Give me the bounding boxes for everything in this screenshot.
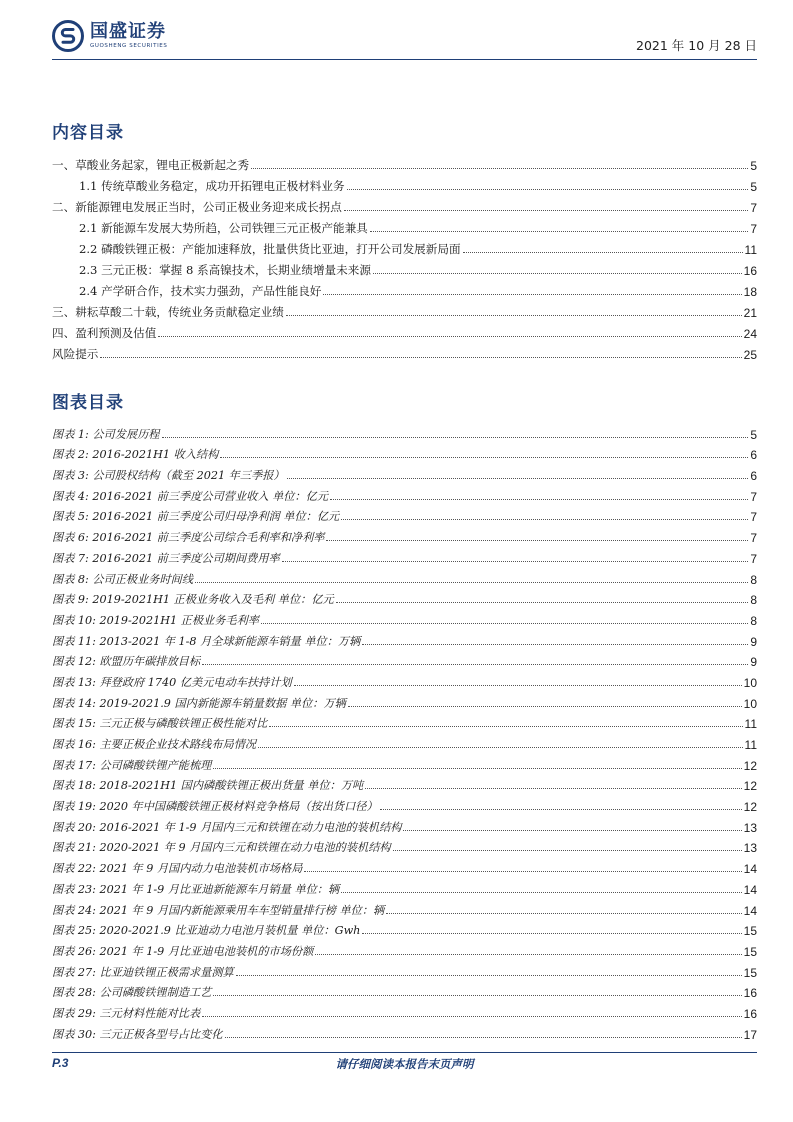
entry-label: 四、盈利预测及估值 <box>52 326 157 340</box>
dot-leader <box>344 210 748 211</box>
entry-label: 图表 3: 公司股权结构（截至 2021 年三季报） <box>52 469 285 483</box>
figure-entry[interactable] <box>52 462 757 483</box>
entry-page-number: 15 <box>743 924 757 939</box>
entry-page-number: 11 <box>744 243 757 257</box>
figure-entry[interactable] <box>52 835 757 856</box>
dot-leader <box>100 357 741 358</box>
entry-label: 2.3 三元正极：掌握 8 系高镍技术，长期业绩增量未来源 <box>79 263 371 277</box>
contents-entry[interactable] <box>52 215 757 236</box>
dot-leader <box>304 871 741 872</box>
dot-leader <box>348 706 742 707</box>
contents-entry[interactable] <box>52 299 757 320</box>
dot-leader <box>341 519 748 520</box>
contents-entry[interactable] <box>52 152 757 173</box>
figure-entry[interactable] <box>52 649 757 670</box>
contents-entry[interactable] <box>52 341 757 362</box>
entry-page-number: 9 <box>750 655 757 670</box>
entry-page-number: 10 <box>743 696 757 711</box>
figure-entry[interactable] <box>52 980 757 1001</box>
dot-leader <box>341 892 741 893</box>
entry-label: 图表 6: 2016-2021 前三季度公司综合毛利率和净利率 <box>52 531 325 545</box>
dot-leader <box>236 975 742 976</box>
entry-label: 图表 11: 2013-2021 年 1-8 月全球新能源车销量 单位：万辆 <box>52 634 361 648</box>
entry-page-number: 12 <box>743 800 757 815</box>
entry-label: 图表 26: 2021 年 1-9 月比亚迪电池装机的市场份额 <box>52 944 314 958</box>
entry-page-number: 7 <box>750 201 757 215</box>
entry-page-number: 16 <box>743 1006 757 1021</box>
dot-leader <box>220 457 748 458</box>
dot-leader <box>373 273 742 274</box>
entry-label: 图表 1: 公司发展历程 <box>52 427 160 441</box>
dot-leader <box>225 1037 742 1038</box>
entry-label: 图表 23: 2021 年 1-9 月比亚迪新能源车月销量 单位：辆 <box>52 882 340 896</box>
contents-entry[interactable] <box>52 320 757 341</box>
entry-page-number: 14 <box>743 862 757 877</box>
entry-page-number: 15 <box>743 965 757 980</box>
entry-label: 图表 19: 2020 年中国磷酸铁锂正极材料竞争格局（按出货口径） <box>52 800 378 814</box>
entry-page-number: 11 <box>744 738 757 752</box>
figure-entry[interactable] <box>52 855 757 876</box>
dot-leader <box>326 540 748 541</box>
contents-entry[interactable] <box>52 257 757 278</box>
logo-chinese-name: 国盛证券 <box>90 21 166 42</box>
entry-label: 图表 15: 三元正极与磷酸铁锂正极性能对比 <box>52 717 268 731</box>
dot-leader <box>213 768 741 769</box>
figure-entry[interactable] <box>52 421 757 442</box>
figure-entry[interactable] <box>52 773 757 794</box>
figure-entry[interactable] <box>52 731 757 752</box>
entry-label: 2.4 产学研合作，技术实力强劲，产品性能良好 <box>79 284 322 298</box>
entry-label: 图表 5: 2016-2021 前三季度公司归母净利润 单位：亿元 <box>52 510 340 524</box>
figure-entry[interactable] <box>52 566 757 587</box>
entry-page-number: 14 <box>743 903 757 918</box>
dot-leader <box>261 623 748 624</box>
dot-leader <box>362 933 741 934</box>
entry-page-number: 8 <box>750 593 757 608</box>
figure-entry[interactable] <box>52 1021 757 1042</box>
entry-label: 图表 28: 公司磷酸铁锂制造工艺 <box>52 986 212 1000</box>
dot-leader <box>195 582 748 583</box>
dot-leader <box>323 294 741 295</box>
entry-page-number: 13 <box>743 841 757 856</box>
entry-page-number: 25 <box>743 348 757 362</box>
entry-label: 图表 16: 主要正极企业技术路线布局情况 <box>52 738 257 751</box>
dot-leader <box>315 954 741 955</box>
dot-leader <box>162 437 749 438</box>
entry-label: 2.2 磷酸铁锂正极：产能加速释放，批量供货比亚迪，打开公司发展新局面 <box>79 242 461 256</box>
figures-title: 图表目录 <box>52 393 124 413</box>
figure-entry[interactable] <box>52 545 757 566</box>
report-date: 2021 年 10 月 28 日 <box>636 38 757 53</box>
figure-entry[interactable] <box>52 814 757 835</box>
figure-entry[interactable] <box>52 442 757 463</box>
figure-entry[interactable] <box>52 607 757 628</box>
entry-label: 2.1 新能源车发展大势所趋，公司铁锂三元正极产能兼具 <box>79 221 368 235</box>
entry-page-number: 12 <box>743 779 757 794</box>
entry-page-number: 17 <box>743 1027 757 1042</box>
entry-label: 图表 8: 公司正极业务时间线 <box>52 572 194 586</box>
page-footer <box>52 1052 757 1072</box>
figure-entry[interactable] <box>52 483 757 504</box>
figure-entry[interactable] <box>52 524 757 545</box>
dot-leader <box>202 1016 741 1017</box>
entry-label: 图表 10: 2019-2021H1 正极业务毛利率 <box>52 613 259 627</box>
dot-leader <box>282 561 749 562</box>
figure-entry[interactable] <box>52 669 757 690</box>
dot-leader <box>362 644 748 645</box>
dot-leader <box>286 315 742 316</box>
figure-entry[interactable] <box>52 504 757 525</box>
figure-entry[interactable] <box>52 793 757 814</box>
contents-title: 内容目录 <box>52 123 124 143</box>
entry-label: 图表 24: 2021 年 9 月国内新能源乘用车车型销量排行榜 单位：辆 <box>52 903 385 917</box>
dot-leader <box>386 913 741 914</box>
page-header <box>52 18 757 60</box>
entry-label: 1.1 传统草酸业务稳定，成功开拓锂电正极材料业务 <box>79 179 345 193</box>
entry-page-number: 6 <box>750 448 757 463</box>
entry-label: 图表 29: 三元材料性能对比表 <box>52 1006 201 1020</box>
entry-page-number: 16 <box>743 986 757 1001</box>
contents-entry[interactable] <box>52 173 757 194</box>
entry-label: 图表 14: 2019-2021.9 国内新能源车销量数据 单位：万辆 <box>52 696 346 710</box>
dot-leader <box>158 336 741 337</box>
figure-entry[interactable] <box>52 628 757 649</box>
page-number: P.3 <box>52 1056 69 1070</box>
dot-leader <box>336 602 749 603</box>
entry-page-number: 7 <box>750 510 757 525</box>
entry-label: 图表 17: 公司磷酸铁锂产能梳理 <box>52 758 212 772</box>
contents-entry[interactable] <box>52 194 757 215</box>
entry-page-number: 14 <box>743 882 757 897</box>
dot-leader <box>258 747 742 748</box>
entry-page-number: 7 <box>750 531 757 546</box>
entry-label: 图表 4: 2016-2021 前三季度公司营业收入 单位：亿元 <box>52 489 329 503</box>
entry-page-number: 8 <box>750 572 757 587</box>
dot-leader <box>393 850 742 851</box>
entry-label: 图表 22: 2021 年 9 月国内动力电池装机市场格局 <box>52 862 303 876</box>
dot-leader <box>463 252 743 253</box>
entry-page-number: 9 <box>750 634 757 649</box>
dot-leader <box>251 168 748 169</box>
contents-list <box>52 152 757 362</box>
entry-page-number: 5 <box>750 427 757 442</box>
entry-label: 图表 12: 欧盟历年碳排放目标 <box>52 655 201 669</box>
entry-page-number: 5 <box>750 159 757 173</box>
entry-label: 图表 7: 2016-2021 前三季度公司期间费用率 <box>52 551 280 565</box>
entry-label: 风险提示 <box>52 347 99 361</box>
dot-leader <box>365 788 741 789</box>
figure-entry[interactable] <box>52 690 757 711</box>
entry-page-number: 13 <box>743 820 757 835</box>
figure-entry[interactable] <box>52 897 757 918</box>
dot-leader <box>370 231 749 232</box>
entry-page-number: 7 <box>750 222 757 236</box>
dot-leader <box>294 685 742 686</box>
entry-page-number: 15 <box>743 944 757 959</box>
figure-entry[interactable] <box>52 938 757 959</box>
figure-entry[interactable] <box>52 752 757 773</box>
entry-label: 二、新能源锂电发展正当时，公司正极业务迎来成长拐点 <box>52 200 342 214</box>
figure-entry[interactable] <box>52 587 757 608</box>
figure-entry[interactable] <box>52 1000 757 1021</box>
entry-page-number: 5 <box>750 180 757 194</box>
logo-mark-icon <box>52 20 84 52</box>
entry-page-number: 24 <box>743 327 757 341</box>
figures-list <box>52 421 757 1042</box>
contents-entry[interactable] <box>52 278 757 299</box>
dot-leader <box>330 499 748 500</box>
entry-page-number: 7 <box>750 551 757 566</box>
entry-label: 图表 25: 2020-2021.9 比亚迪动力电池月装机量 单位：Gwh <box>52 924 361 938</box>
figure-entry[interactable] <box>52 711 757 732</box>
entry-label: 图表 2: 2016-2021H1 收入结构 <box>52 448 219 462</box>
dot-leader <box>347 189 749 190</box>
dot-leader <box>380 809 742 810</box>
dot-leader <box>269 726 742 727</box>
entry-page-number: 7 <box>750 489 757 504</box>
figure-entry[interactable] <box>52 876 757 897</box>
figure-entry[interactable] <box>52 918 757 939</box>
dot-leader <box>287 478 749 479</box>
entry-page-number: 10 <box>743 675 757 690</box>
entry-label: 图表 18: 2018-2021H1 国内磷酸铁锂正极出货量 单位：万吨 <box>52 779 364 793</box>
entry-page-number: 21 <box>743 306 757 320</box>
entry-page-number: 11 <box>744 717 757 732</box>
contents-entry[interactable] <box>52 236 757 257</box>
entry-label: 一、草酸业务起家，锂电正极新起之秀 <box>52 158 250 172</box>
entry-label: 三、耕耘草酸二十载，传统业务贡献稳定业绩 <box>52 305 284 319</box>
company-logo <box>52 20 167 52</box>
entry-page-number: 12 <box>743 758 757 773</box>
figure-entry[interactable] <box>52 959 757 980</box>
disclaimer-notice: 请仔细阅读本报告末页声明 <box>335 1057 474 1071</box>
dot-leader <box>213 995 741 996</box>
logo-english-name: GUOSHENG SECURITIES <box>90 43 168 49</box>
entry-label: 图表 9: 2019-2021H1 正极业务收入及毛利 单位：亿元 <box>52 593 334 607</box>
entry-label: 图表 21: 2020-2021 年 9 月国内三元和铁锂在动力电池的装机结构 <box>52 841 391 855</box>
entry-page-number: 16 <box>743 264 757 278</box>
entry-label: 图表 13: 拜登政府 1740 亿美元电动车扶持计划 <box>52 675 292 689</box>
dot-leader <box>202 664 748 665</box>
entry-page-number: 18 <box>743 285 757 299</box>
entry-label: 图表 20: 2016-2021 年 1-9 月国内三元和铁锂在动力电池的装机结构 <box>52 820 402 834</box>
entry-page-number: 6 <box>750 469 757 484</box>
entry-page-number: 8 <box>750 613 757 628</box>
dot-leader <box>403 830 741 831</box>
entry-label: 图表 30: 三元正极各型号占比变化 <box>52 1027 223 1041</box>
entry-label: 图表 27: 比亚迪铁锂正极需求量测算 <box>52 965 234 979</box>
